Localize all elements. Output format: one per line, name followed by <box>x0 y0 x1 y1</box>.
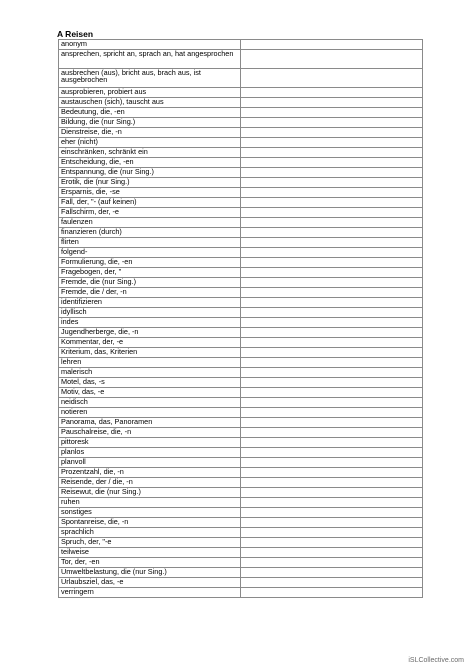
table-row <box>59 517 423 527</box>
translation-cell[interactable] <box>241 127 423 137</box>
table-row <box>59 497 423 507</box>
translation-cell[interactable] <box>241 447 423 457</box>
table-row <box>59 367 423 377</box>
table-row <box>59 557 423 567</box>
vocab-term: Fall, der, "- (auf keinen) <box>59 197 241 207</box>
vocab-term: planvoll <box>59 457 241 467</box>
table-row <box>59 337 423 347</box>
vocab-term: teilweise <box>59 547 241 557</box>
vocab-term: verringern <box>59 587 241 597</box>
translation-cell[interactable] <box>241 547 423 557</box>
table-row <box>59 187 423 197</box>
table-row <box>59 267 423 277</box>
table-row <box>59 427 423 437</box>
vocab-term: eher (nicht) <box>59 137 241 147</box>
translation-cell[interactable] <box>241 327 423 337</box>
table-row <box>59 137 423 147</box>
vocab-term: indes <box>59 317 241 327</box>
translation-cell[interactable] <box>241 167 423 177</box>
table-row <box>59 467 423 477</box>
vocab-term: Entscheidung, die, -en <box>59 157 241 167</box>
table-row <box>59 40 423 50</box>
vocab-term: flirten <box>59 237 241 247</box>
translation-cell[interactable] <box>241 50 423 69</box>
table-row <box>59 207 423 217</box>
translation-cell[interactable] <box>241 68 423 87</box>
translation-cell[interactable] <box>241 267 423 277</box>
translation-cell[interactable] <box>241 417 423 427</box>
table-row <box>59 217 423 227</box>
vocab-term: Fremde, die / der, -n <box>59 287 241 297</box>
table-row <box>59 117 423 127</box>
translation-cell[interactable] <box>241 567 423 577</box>
translation-cell[interactable] <box>241 457 423 467</box>
translation-cell[interactable] <box>241 257 423 267</box>
translation-cell[interactable] <box>241 587 423 597</box>
table-row <box>59 177 423 187</box>
vocab-term: Umweltbelastung, die (nur Sing.) <box>59 567 241 577</box>
translation-cell[interactable] <box>241 317 423 327</box>
translation-cell[interactable] <box>241 337 423 347</box>
table-row <box>59 587 423 597</box>
table-row <box>59 277 423 287</box>
translation-cell[interactable] <box>241 87 423 97</box>
translation-cell[interactable] <box>241 477 423 487</box>
vocab-term: notieren <box>59 407 241 417</box>
table-row <box>59 547 423 557</box>
translation-cell[interactable] <box>241 217 423 227</box>
translation-cell[interactable] <box>241 537 423 547</box>
table-row <box>59 147 423 157</box>
vocab-term: Tor, der, -en <box>59 557 241 567</box>
vocab-term: ausbrechen (aus), bricht aus, brach aus, ist ausgebrochen <box>59 68 241 87</box>
translation-cell[interactable] <box>241 287 423 297</box>
table-row <box>59 487 423 497</box>
translation-cell[interactable] <box>241 147 423 157</box>
table-row <box>59 397 423 407</box>
vocab-term: Kommentar, der, -e <box>59 337 241 347</box>
translation-cell[interactable] <box>241 517 423 527</box>
table-row <box>59 197 423 207</box>
vocabulary-table <box>58 39 423 598</box>
translation-cell[interactable] <box>241 297 423 307</box>
table-row <box>59 447 423 457</box>
table-row <box>59 347 423 357</box>
vocab-term: ausprobieren, probiert aus <box>59 87 241 97</box>
vocab-term: identifizieren <box>59 297 241 307</box>
table-row <box>59 417 423 427</box>
translation-cell[interactable] <box>241 237 423 247</box>
translation-cell[interactable] <box>241 247 423 257</box>
translation-cell[interactable] <box>241 177 423 187</box>
translation-cell[interactable] <box>241 357 423 367</box>
translation-cell[interactable] <box>241 527 423 537</box>
vocab-term: ansprechen, spricht an, sprach an, hat angesprochen <box>59 50 241 69</box>
vocab-term: Fallschirm, der, -e <box>59 207 241 217</box>
translation-cell[interactable] <box>241 117 423 127</box>
table-row <box>59 567 423 577</box>
translation-cell[interactable] <box>241 227 423 237</box>
vocab-term: Jugendherberge, die, -n <box>59 327 241 337</box>
vocab-term: Entspannung, die (nur Sing.) <box>59 167 241 177</box>
table-row <box>59 127 423 137</box>
translation-cell[interactable] <box>241 497 423 507</box>
table-row <box>59 107 423 117</box>
vocab-term: pittoresk <box>59 437 241 447</box>
translation-cell[interactable] <box>241 207 423 217</box>
translation-cell[interactable] <box>241 397 423 407</box>
table-row <box>59 477 423 487</box>
translation-cell[interactable] <box>241 307 423 317</box>
translation-cell[interactable] <box>241 377 423 387</box>
table-row <box>59 237 423 247</box>
vocab-term: folgend- <box>59 247 241 257</box>
translation-cell[interactable] <box>241 487 423 497</box>
vocab-term: finanzieren (durch) <box>59 227 241 237</box>
table-row <box>59 407 423 417</box>
vocab-term: Erotik, die (nur Sing.) <box>59 177 241 187</box>
vocab-term: Dienstreise, die, -n <box>59 127 241 137</box>
table-row <box>59 97 423 107</box>
table-row <box>59 307 423 317</box>
translation-cell[interactable] <box>241 97 423 107</box>
vocab-term: lehren <box>59 357 241 367</box>
table-row <box>59 457 423 467</box>
table-row <box>59 257 423 267</box>
vocab-term: Fremde, die (nur Sing.) <box>59 277 241 287</box>
table-row <box>59 287 423 297</box>
table-row <box>59 577 423 587</box>
vocab-term: sonstiges <box>59 507 241 517</box>
vocab-term: Motel, das, -s <box>59 377 241 387</box>
table-row <box>59 297 423 307</box>
vocab-term: Urlaubsziel, das, -e <box>59 577 241 587</box>
vocab-term: Motiv, das, -e <box>59 387 241 397</box>
translation-cell[interactable] <box>241 437 423 447</box>
vocab-term: sprachlich <box>59 527 241 537</box>
translation-cell[interactable] <box>241 197 423 207</box>
table-row <box>59 437 423 447</box>
translation-cell[interactable] <box>241 107 423 117</box>
table-row <box>59 527 423 537</box>
translation-cell[interactable] <box>241 347 423 357</box>
vocab-term: neidisch <box>59 397 241 407</box>
translation-cell[interactable] <box>241 577 423 587</box>
translation-cell[interactable] <box>241 40 423 50</box>
table-row <box>59 377 423 387</box>
vocab-term: Spruch, der, "-e <box>59 537 241 547</box>
table-row <box>59 327 423 337</box>
vocab-term: ruhen <box>59 497 241 507</box>
vocab-term: planlos <box>59 447 241 457</box>
vocab-term: faulenzen <box>59 217 241 227</box>
translation-cell[interactable] <box>241 137 423 147</box>
vocab-term: Formulierung, die, -en <box>59 257 241 267</box>
translation-cell[interactable] <box>241 157 423 167</box>
vocab-term: Spontanreise, die, -n <box>59 517 241 527</box>
vocab-term: Bedeutung, die, -en <box>59 107 241 117</box>
translation-cell[interactable] <box>241 407 423 417</box>
table-row <box>59 317 423 327</box>
vocab-term: Pauschalreise, die, -n <box>59 427 241 437</box>
vocab-term: Panorama, das, Panoramen <box>59 417 241 427</box>
translation-cell[interactable] <box>241 277 423 287</box>
table-row <box>59 227 423 237</box>
table-row <box>59 387 423 397</box>
vocab-term: Kriterium, das, Kriterien <box>59 347 241 357</box>
table-row <box>59 507 423 517</box>
table-row <box>59 357 423 367</box>
table-row <box>59 157 423 167</box>
vocab-term: anonym <box>59 40 241 50</box>
table-row <box>59 50 423 69</box>
table-row <box>59 247 423 257</box>
translation-cell[interactable] <box>241 507 423 517</box>
vocab-term: Reisende, der / die, -n <box>59 477 241 487</box>
translation-cell[interactable] <box>241 467 423 477</box>
vocab-term: austauschen (sich), tauscht aus <box>59 97 241 107</box>
translation-cell[interactable] <box>241 427 423 437</box>
translation-cell[interactable] <box>241 387 423 397</box>
table-row <box>59 167 423 177</box>
vocab-term: Bildung, die (nur Sing.) <box>59 117 241 127</box>
vocab-term: einschränken, schränkt ein <box>59 147 241 157</box>
section-heading: A Reisen <box>57 29 94 39</box>
table-row <box>59 68 423 87</box>
translation-cell[interactable] <box>241 557 423 567</box>
vocab-term: Fragebogen, der, " <box>59 267 241 277</box>
vocab-term: Reisewut, die (nur Sing.) <box>59 487 241 497</box>
translation-cell[interactable] <box>241 367 423 377</box>
vocab-term: malerisch <box>59 367 241 377</box>
vocab-term: Ersparnis, die, -se <box>59 187 241 197</box>
table-row <box>59 537 423 547</box>
vocab-term: Prozentzahl, die, -n <box>59 467 241 477</box>
table-row <box>59 87 423 97</box>
watermark-footer: iSLCollective.com <box>408 657 464 664</box>
translation-cell[interactable] <box>241 187 423 197</box>
vocab-term: idyllisch <box>59 307 241 317</box>
